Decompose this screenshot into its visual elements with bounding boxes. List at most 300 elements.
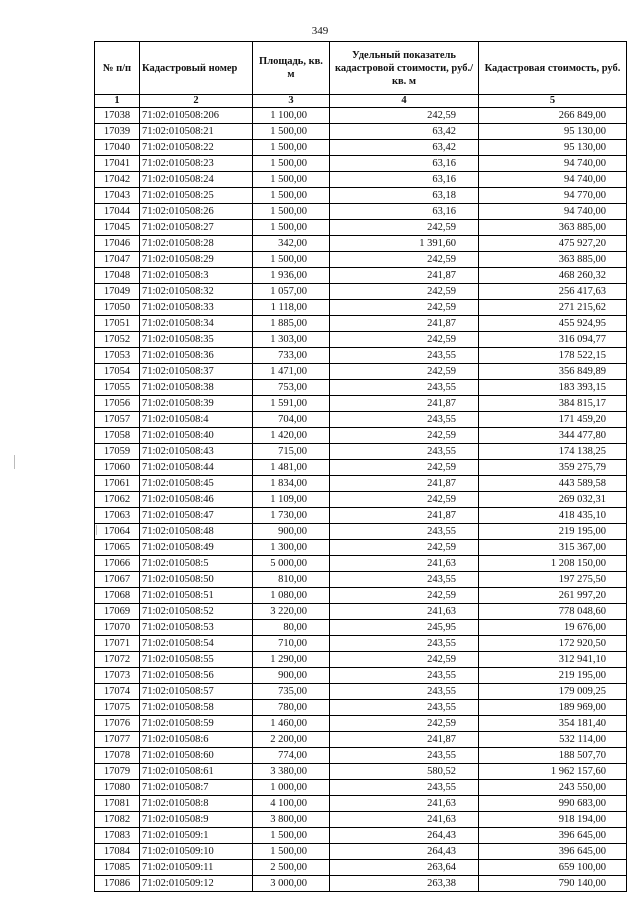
- cell-cadastral-value: 271 215,62: [479, 300, 627, 316]
- cell-number: 17067: [95, 572, 140, 588]
- cell-cadastral-value: 261 997,20: [479, 588, 627, 604]
- cell-area: 1 000,00: [253, 780, 330, 796]
- cell-cadastral-number: 71:02:010508:22: [140, 140, 253, 156]
- cadastral-value-table: [94, 41, 627, 892]
- cell-number: 17044: [95, 204, 140, 220]
- cell-cadastral-number: 71:02:010508:33: [140, 300, 253, 316]
- table-row: [95, 636, 627, 652]
- cell-cadastral-value: 356 849,89: [479, 364, 627, 380]
- cell-area: 900,00: [253, 668, 330, 684]
- cell-cadastral-number: 71:02:010508:61: [140, 764, 253, 780]
- cell-cadastral-value: 94 740,00: [479, 204, 627, 220]
- cell-cadastral-number: 71:02:010509:10: [140, 844, 253, 860]
- cell-cadastral-value: 243 550,00: [479, 780, 627, 796]
- cell-area: 1 300,00: [253, 540, 330, 556]
- cell-specific-value: 63,16: [330, 156, 479, 172]
- table-row: [95, 108, 627, 124]
- cell-cadastral-value: 183 393,15: [479, 380, 627, 396]
- cell-area: 715,00: [253, 444, 330, 460]
- cell-cadastral-value: 256 417,63: [479, 284, 627, 300]
- cell-number: 17055: [95, 380, 140, 396]
- cell-cadastral-number: 71:02:010508:54: [140, 636, 253, 652]
- cell-cadastral-value: 443 589,58: [479, 476, 627, 492]
- cell-cadastral-number: 71:02:010508:52: [140, 604, 253, 620]
- cell-cadastral-value: 95 130,00: [479, 140, 627, 156]
- table-row: [95, 828, 627, 844]
- cell-number: 17042: [95, 172, 140, 188]
- cell-number: 17085: [95, 860, 140, 876]
- cell-cadastral-number: 71:02:010509:12: [140, 876, 253, 892]
- cell-cadastral-number: 71:02:010508:51: [140, 588, 253, 604]
- cell-specific-value: 242,59: [330, 284, 479, 300]
- cell-area: 1 500,00: [253, 124, 330, 140]
- cell-cadastral-value: 363 885,00: [479, 252, 627, 268]
- cell-specific-value: 241,63: [330, 812, 479, 828]
- cell-area: 3 000,00: [253, 876, 330, 892]
- table-row: [95, 604, 627, 620]
- cell-cadastral-value: 188 507,70: [479, 748, 627, 764]
- cell-specific-value: 241,87: [330, 508, 479, 524]
- cell-specific-value: 63,18: [330, 188, 479, 204]
- cell-specific-value: 241,87: [330, 396, 479, 412]
- cell-number: 17068: [95, 588, 140, 604]
- cell-cadastral-number: 71:02:010508:206: [140, 108, 253, 124]
- table-row: [95, 444, 627, 460]
- cell-cadastral-value: 344 477,80: [479, 428, 627, 444]
- cell-number: 17082: [95, 812, 140, 828]
- cell-cadastral-value: 418 435,10: [479, 508, 627, 524]
- table-row: [95, 236, 627, 252]
- cell-cadastral-value: 197 275,50: [479, 572, 627, 588]
- cell-cadastral-value: 1 208 150,00: [479, 556, 627, 572]
- cell-number: 17062: [95, 492, 140, 508]
- cell-cadastral-number: 71:02:010508:44: [140, 460, 253, 476]
- page-number: 349: [311, 25, 329, 37]
- cell-number: 17075: [95, 700, 140, 716]
- cell-cadastral-number: 71:02:010508:29: [140, 252, 253, 268]
- cell-cadastral-number: 71:02:010508:28: [140, 236, 253, 252]
- cell-cadastral-value: 171 459,20: [479, 412, 627, 428]
- cell-specific-value: 243,55: [330, 524, 479, 540]
- cell-area: 1 080,00: [253, 588, 330, 604]
- cell-cadastral-value: 312 941,10: [479, 652, 627, 668]
- cell-number: 17039: [95, 124, 140, 140]
- cell-area: 1 500,00: [253, 156, 330, 172]
- cell-specific-value: 63,16: [330, 204, 479, 220]
- cell-area: 1 471,00: [253, 364, 330, 380]
- cell-cadastral-number: 71:02:010508:7: [140, 780, 253, 796]
- table-row: [95, 300, 627, 316]
- cell-specific-value: 264,43: [330, 844, 479, 860]
- cell-cadastral-number: 71:02:010508:60: [140, 748, 253, 764]
- table-row: [95, 412, 627, 428]
- cell-cadastral-number: 71:02:010508:40: [140, 428, 253, 444]
- cell-specific-value: 241,87: [330, 732, 479, 748]
- table-row: [95, 700, 627, 716]
- cell-specific-value: 242,59: [330, 540, 479, 556]
- cell-specific-value: 241,63: [330, 796, 479, 812]
- cell-area: 1 118,00: [253, 300, 330, 316]
- table-header-row: [95, 42, 627, 95]
- cell-specific-value: 242,59: [330, 300, 479, 316]
- cell-number: 17056: [95, 396, 140, 412]
- table-row: [95, 156, 627, 172]
- cell-cadastral-number: 71:02:010508:56: [140, 668, 253, 684]
- cell-area: 710,00: [253, 636, 330, 652]
- cell-area: 1 591,00: [253, 396, 330, 412]
- cell-number: 17061: [95, 476, 140, 492]
- table-row: [95, 124, 627, 140]
- cell-cadastral-number: 71:02:010508:21: [140, 124, 253, 140]
- cell-number: 17053: [95, 348, 140, 364]
- column-index: 4: [330, 95, 479, 108]
- table-row: [95, 844, 627, 860]
- cell-area: 774,00: [253, 748, 330, 764]
- cell-specific-value: 242,59: [330, 108, 479, 124]
- cell-cadastral-number: 71:02:010508:48: [140, 524, 253, 540]
- cell-area: 1 500,00: [253, 188, 330, 204]
- column-index-row: [95, 95, 627, 108]
- cell-area: 1 057,00: [253, 284, 330, 300]
- cell-area: 735,00: [253, 684, 330, 700]
- cell-cadastral-number: 71:02:010508:36: [140, 348, 253, 364]
- cell-number: 17079: [95, 764, 140, 780]
- cell-specific-value: 263,64: [330, 860, 479, 876]
- table-row: [95, 556, 627, 572]
- cell-number: 17059: [95, 444, 140, 460]
- cell-cadastral-value: 189 969,00: [479, 700, 627, 716]
- cell-area: 342,00: [253, 236, 330, 252]
- table-row: [95, 268, 627, 284]
- table-row: [95, 508, 627, 524]
- table-row: [95, 620, 627, 636]
- cell-area: 1 730,00: [253, 508, 330, 524]
- cell-number: 17046: [95, 236, 140, 252]
- scan-mark: [14, 455, 15, 469]
- cell-number: 17054: [95, 364, 140, 380]
- cell-cadastral-value: 269 032,31: [479, 492, 627, 508]
- cell-specific-value: 243,55: [330, 748, 479, 764]
- cell-cadastral-number: 71:02:010508:26: [140, 204, 253, 220]
- cell-cadastral-value: 363 885,00: [479, 220, 627, 236]
- cell-specific-value: 241,63: [330, 604, 479, 620]
- cell-number: 17073: [95, 668, 140, 684]
- table-row: [95, 732, 627, 748]
- cell-number: 17072: [95, 652, 140, 668]
- cell-area: 810,00: [253, 572, 330, 588]
- cell-cadastral-number: 71:02:010508:8: [140, 796, 253, 812]
- cell-number: 17063: [95, 508, 140, 524]
- cell-cadastral-number: 71:02:010509:1: [140, 828, 253, 844]
- table-row: [95, 252, 627, 268]
- cell-cadastral-value: 315 367,00: [479, 540, 627, 556]
- table-row: [95, 364, 627, 380]
- cell-cadastral-value: 384 815,17: [479, 396, 627, 412]
- cell-area: 1 460,00: [253, 716, 330, 732]
- cell-specific-value: 243,55: [330, 668, 479, 684]
- cell-cadastral-value: 19 676,00: [479, 620, 627, 636]
- cell-cadastral-value: 95 130,00: [479, 124, 627, 140]
- cell-number: 17074: [95, 684, 140, 700]
- cell-cadastral-number: 71:02:010508:32: [140, 284, 253, 300]
- cell-number: 17070: [95, 620, 140, 636]
- cell-number: 17038: [95, 108, 140, 124]
- table-row: [95, 812, 627, 828]
- cell-specific-value: 243,55: [330, 412, 479, 428]
- cell-cadastral-number: 71:02:010508:6: [140, 732, 253, 748]
- cell-cadastral-number: 71:02:010508:43: [140, 444, 253, 460]
- cell-cadastral-number: 71:02:010509:11: [140, 860, 253, 876]
- cell-number: 17084: [95, 844, 140, 860]
- cell-specific-value: 243,55: [330, 780, 479, 796]
- cell-number: 17078: [95, 748, 140, 764]
- table-row: [95, 332, 627, 348]
- table-row: [95, 524, 627, 540]
- cell-area: 1 500,00: [253, 140, 330, 156]
- cell-cadastral-number: 71:02:010508:34: [140, 316, 253, 332]
- cell-cadastral-value: 659 100,00: [479, 860, 627, 876]
- cell-cadastral-value: 219 195,00: [479, 668, 627, 684]
- cell-number: 17060: [95, 460, 140, 476]
- cell-number: 17048: [95, 268, 140, 284]
- cell-number: 17066: [95, 556, 140, 572]
- cell-cadastral-value: 778 048,60: [479, 604, 627, 620]
- cell-area: 1 290,00: [253, 652, 330, 668]
- cell-cadastral-number: 71:02:010508:53: [140, 620, 253, 636]
- cell-cadastral-value: 178 522,15: [479, 348, 627, 364]
- cell-number: 17057: [95, 412, 140, 428]
- cell-area: 1 481,00: [253, 460, 330, 476]
- cell-cadastral-value: 94 740,00: [479, 156, 627, 172]
- header-number: № п/п: [95, 42, 140, 95]
- column-index: 3: [253, 95, 330, 108]
- cell-cadastral-number: 71:02:010508:24: [140, 172, 253, 188]
- cell-cadastral-number: 71:02:010508:46: [140, 492, 253, 508]
- table-row: [95, 428, 627, 444]
- cell-specific-value: 241,87: [330, 476, 479, 492]
- cell-cadastral-value: 396 645,00: [479, 828, 627, 844]
- cell-number: 17065: [95, 540, 140, 556]
- cell-specific-value: 242,59: [330, 460, 479, 476]
- cell-specific-value: 242,59: [330, 652, 479, 668]
- cell-area: 1 420,00: [253, 428, 330, 444]
- cell-cadastral-value: 475 927,20: [479, 236, 627, 252]
- cell-area: 3 800,00: [253, 812, 330, 828]
- column-index: 1: [95, 95, 140, 108]
- cell-number: 17081: [95, 796, 140, 812]
- header-area: Площадь, кв. м: [253, 42, 330, 95]
- table-row: [95, 860, 627, 876]
- cell-specific-value: 242,59: [330, 428, 479, 444]
- cell-specific-value: 242,59: [330, 716, 479, 732]
- cell-area: 1 303,00: [253, 332, 330, 348]
- cell-specific-value: 243,55: [330, 572, 479, 588]
- table-row: [95, 460, 627, 476]
- cell-cadastral-value: 179 009,25: [479, 684, 627, 700]
- cell-cadastral-value: 316 094,77: [479, 332, 627, 348]
- cell-area: 1 834,00: [253, 476, 330, 492]
- cell-number: 17080: [95, 780, 140, 796]
- cell-area: 1 936,00: [253, 268, 330, 284]
- table-row: [95, 476, 627, 492]
- cell-area: 5 000,00: [253, 556, 330, 572]
- cell-area: 3 220,00: [253, 604, 330, 620]
- cell-number: 17069: [95, 604, 140, 620]
- cell-specific-value: 243,55: [330, 700, 479, 716]
- table-row: [95, 316, 627, 332]
- cell-area: 1 885,00: [253, 316, 330, 332]
- table-row: [95, 876, 627, 892]
- table-row: [95, 668, 627, 684]
- cell-specific-value: 242,59: [330, 252, 479, 268]
- cell-cadastral-value: 354 181,40: [479, 716, 627, 732]
- cell-area: 2 200,00: [253, 732, 330, 748]
- cell-area: 80,00: [253, 620, 330, 636]
- cell-cadastral-number: 71:02:010508:45: [140, 476, 253, 492]
- cell-cadastral-value: 918 194,00: [479, 812, 627, 828]
- cell-cadastral-number: 71:02:010508:27: [140, 220, 253, 236]
- cell-specific-value: 63,42: [330, 124, 479, 140]
- cell-area: 733,00: [253, 348, 330, 364]
- column-index: 2: [140, 95, 253, 108]
- cell-cadastral-number: 71:02:010508:47: [140, 508, 253, 524]
- table-row: [95, 140, 627, 156]
- column-index: 5: [479, 95, 627, 108]
- header-cadastral-number: Кадастровый номер: [140, 42, 253, 95]
- cell-cadastral-number: 71:02:010508:57: [140, 684, 253, 700]
- cell-area: 1 500,00: [253, 844, 330, 860]
- cell-number: 17076: [95, 716, 140, 732]
- cell-number: 17040: [95, 140, 140, 156]
- table-row: [95, 204, 627, 220]
- cell-cadastral-number: 71:02:010508:55: [140, 652, 253, 668]
- cell-cadastral-number: 71:02:010508:49: [140, 540, 253, 556]
- cell-cadastral-value: 219 195,00: [479, 524, 627, 540]
- cell-specific-value: 580,52: [330, 764, 479, 780]
- table-row: [95, 748, 627, 764]
- cell-cadastral-value: 455 924,95: [479, 316, 627, 332]
- table-row: [95, 540, 627, 556]
- cell-cadastral-number: 71:02:010508:5: [140, 556, 253, 572]
- table-row: [95, 492, 627, 508]
- cell-number: 17058: [95, 428, 140, 444]
- cell-number: 17050: [95, 300, 140, 316]
- table-row: [95, 796, 627, 812]
- cell-number: 17086: [95, 876, 140, 892]
- table-row: [95, 684, 627, 700]
- cell-number: 17077: [95, 732, 140, 748]
- cell-cadastral-value: 94 740,00: [479, 172, 627, 188]
- cell-number: 17071: [95, 636, 140, 652]
- cell-specific-value: 243,55: [330, 348, 479, 364]
- cell-area: 753,00: [253, 380, 330, 396]
- cell-number: 17045: [95, 220, 140, 236]
- cell-specific-value: 242,59: [330, 332, 479, 348]
- cell-cadastral-number: 71:02:010508:4: [140, 412, 253, 428]
- cell-area: 1 109,00: [253, 492, 330, 508]
- cell-specific-value: 263,38: [330, 876, 479, 892]
- cell-specific-value: 242,59: [330, 492, 479, 508]
- cell-area: 1 500,00: [253, 220, 330, 236]
- cell-specific-value: 243,55: [330, 444, 479, 460]
- table-row: [95, 348, 627, 364]
- cell-cadastral-value: 990 683,00: [479, 796, 627, 812]
- cell-specific-value: 245,95: [330, 620, 479, 636]
- cell-cadastral-number: 71:02:010508:3: [140, 268, 253, 284]
- cell-specific-value: 242,59: [330, 588, 479, 604]
- cell-cadastral-value: 396 645,00: [479, 844, 627, 860]
- table-row: [95, 172, 627, 188]
- table-row: [95, 396, 627, 412]
- cell-number: 17043: [95, 188, 140, 204]
- cell-specific-value: 241,63: [330, 556, 479, 572]
- cell-specific-value: 242,59: [330, 220, 479, 236]
- cell-number: 17083: [95, 828, 140, 844]
- cell-specific-value: 241,87: [330, 316, 479, 332]
- cell-cadastral-value: 1 962 157,60: [479, 764, 627, 780]
- cell-number: 17052: [95, 332, 140, 348]
- cell-cadastral-number: 71:02:010508:23: [140, 156, 253, 172]
- table-body: [95, 108, 627, 892]
- cell-cadastral-value: 172 920,50: [479, 636, 627, 652]
- cell-cadastral-value: 790 140,00: [479, 876, 627, 892]
- cell-cadastral-number: 71:02:010508:38: [140, 380, 253, 396]
- table-row: [95, 380, 627, 396]
- cell-cadastral-number: 71:02:010508:25: [140, 188, 253, 204]
- cell-area: 1 500,00: [253, 172, 330, 188]
- cell-cadastral-value: 174 138,25: [479, 444, 627, 460]
- table-row: [95, 188, 627, 204]
- cell-cadastral-number: 71:02:010508:37: [140, 364, 253, 380]
- cell-specific-value: 243,55: [330, 684, 479, 700]
- table-row: [95, 780, 627, 796]
- cell-specific-value: 242,59: [330, 364, 479, 380]
- cell-specific-value: 264,43: [330, 828, 479, 844]
- cell-area: 780,00: [253, 700, 330, 716]
- cell-number: 17049: [95, 284, 140, 300]
- cell-cadastral-number: 71:02:010508:9: [140, 812, 253, 828]
- cell-cadastral-value: 532 114,00: [479, 732, 627, 748]
- cell-area: 704,00: [253, 412, 330, 428]
- cell-area: 4 100,00: [253, 796, 330, 812]
- cell-specific-value: 243,55: [330, 636, 479, 652]
- header-cadastral-value: Кадастровая стоимость, руб.: [479, 42, 627, 95]
- cell-area: 1 500,00: [253, 204, 330, 220]
- cell-specific-value: 1 391,60: [330, 236, 479, 252]
- cell-area: 3 380,00: [253, 764, 330, 780]
- cell-area: 1 100,00: [253, 108, 330, 124]
- cell-cadastral-value: 266 849,00: [479, 108, 627, 124]
- table-row: [95, 572, 627, 588]
- cell-cadastral-number: 71:02:010508:59: [140, 716, 253, 732]
- cell-cadastral-number: 71:02:010508:58: [140, 700, 253, 716]
- cell-cadastral-value: 468 260,32: [479, 268, 627, 284]
- cell-cadastral-value: 94 770,00: [479, 188, 627, 204]
- cell-specific-value: 63,42: [330, 140, 479, 156]
- table-row: [95, 588, 627, 604]
- header-specific-value: Удельный показатель кадастровой стоимости, руб./кв. м: [330, 42, 479, 95]
- table-row: [95, 764, 627, 780]
- cell-number: 17064: [95, 524, 140, 540]
- cell-area: 1 500,00: [253, 828, 330, 844]
- cell-number: 17051: [95, 316, 140, 332]
- table-row: [95, 284, 627, 300]
- table-row: [95, 716, 627, 732]
- cell-specific-value: 63,16: [330, 172, 479, 188]
- cell-cadastral-number: 71:02:010508:50: [140, 572, 253, 588]
- cell-area: 1 500,00: [253, 252, 330, 268]
- cell-area: 2 500,00: [253, 860, 330, 876]
